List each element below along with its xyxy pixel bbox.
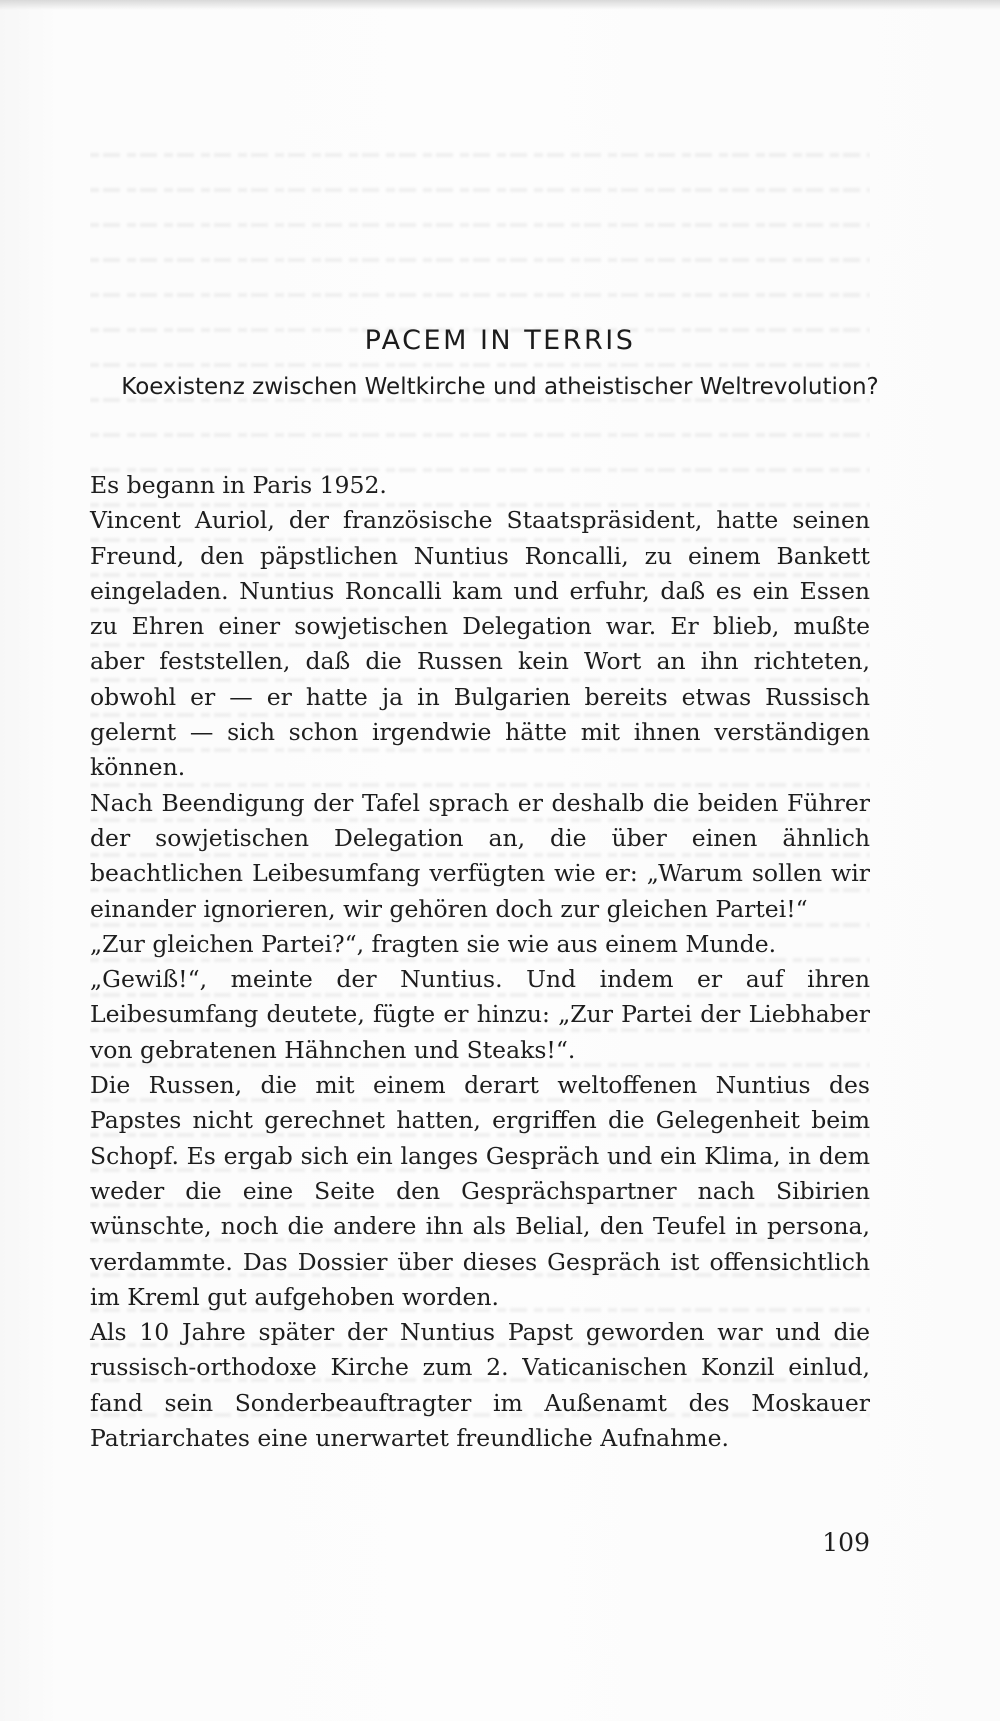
- paragraph: Es begann in Paris 1952.: [90, 471, 387, 499]
- chapter-title: PACEM IN TERRIS: [364, 325, 636, 356]
- paragraph: Nach Beendigung der Tafel sprach er deshalb die beiden Führer der sowjetischen Delegation an, die über einen ähnlich beachtlichen Leibesumfang verfügten wie er: „Warum sollen wir einander ignorieren, wir gehören doch zur gleichen Partei!“: [90, 788, 870, 923]
- paragraph: „Zur gleichen Partei?“, fragten sie wie aus einem Munde.: [90, 929, 777, 958]
- paragraph: Vincent Auriol, der französische Staatspräsident, hatte seinen Freund, den päpstlichen Nuntius Roncalli, zu einem Bankett eingeladen. Nuntius Roncalli kam und erfuhr, daß es ein Essen zu Ehren einer sowjetischen Delegation war. Er blieb, mußte aber feststellen, daß die Russen kein Wort an ihn richteten, obwohl er — er hatte ja in Bulgarien bereits etwas Russisch gelernt — sich schon irgendwie hätte mit ihnen verständigen können.: [90, 506, 870, 782]
- page-number: 109: [822, 1528, 870, 1557]
- body-text: [90, 468, 870, 1456]
- paragraph: Als 10 Jahre später der Nuntius Papst geworden war und die russisch-orthodoxe Kirche zum 2. Vaticanischen Konzil einlud, fand sein Sonderbeauftragter im Außenamt des Moskauer Patriarchates eine unerwartet freundliche Aufnahme.: [90, 1318, 870, 1453]
- paragraph: „Gewiß!“, meinte der Nuntius. Und indem er auf ihren Leibesumfang deutete, fügte er hinzu: „Zur Partei der Liebhaber von gebratenen Hähnchen und Steaks!“.: [90, 965, 870, 1064]
- paragraph: Die Russen, die mit einem derart weltoffenen Nuntius des Papstes nicht gerechnet hatten, ergriffen die Gelegenheit beim Schopf. Es ergab sich ein langes Gespräch und ein Klima, in dem weder die eine Seite den Gesprächspartner nach Sibirien wünschte, noch die andere ihn als Belial, den Teufel in persona, verdammte. Das Dossier über dieses Gespräch ist offensichtlich im Kreml gut aufgehoben worden.: [90, 1071, 870, 1311]
- page-edge-shadow: [0, 0, 1000, 10]
- chapter-subtitle: Koexistenz zwischen Weltkirche und atheistischer Weltrevolution?: [121, 374, 879, 400]
